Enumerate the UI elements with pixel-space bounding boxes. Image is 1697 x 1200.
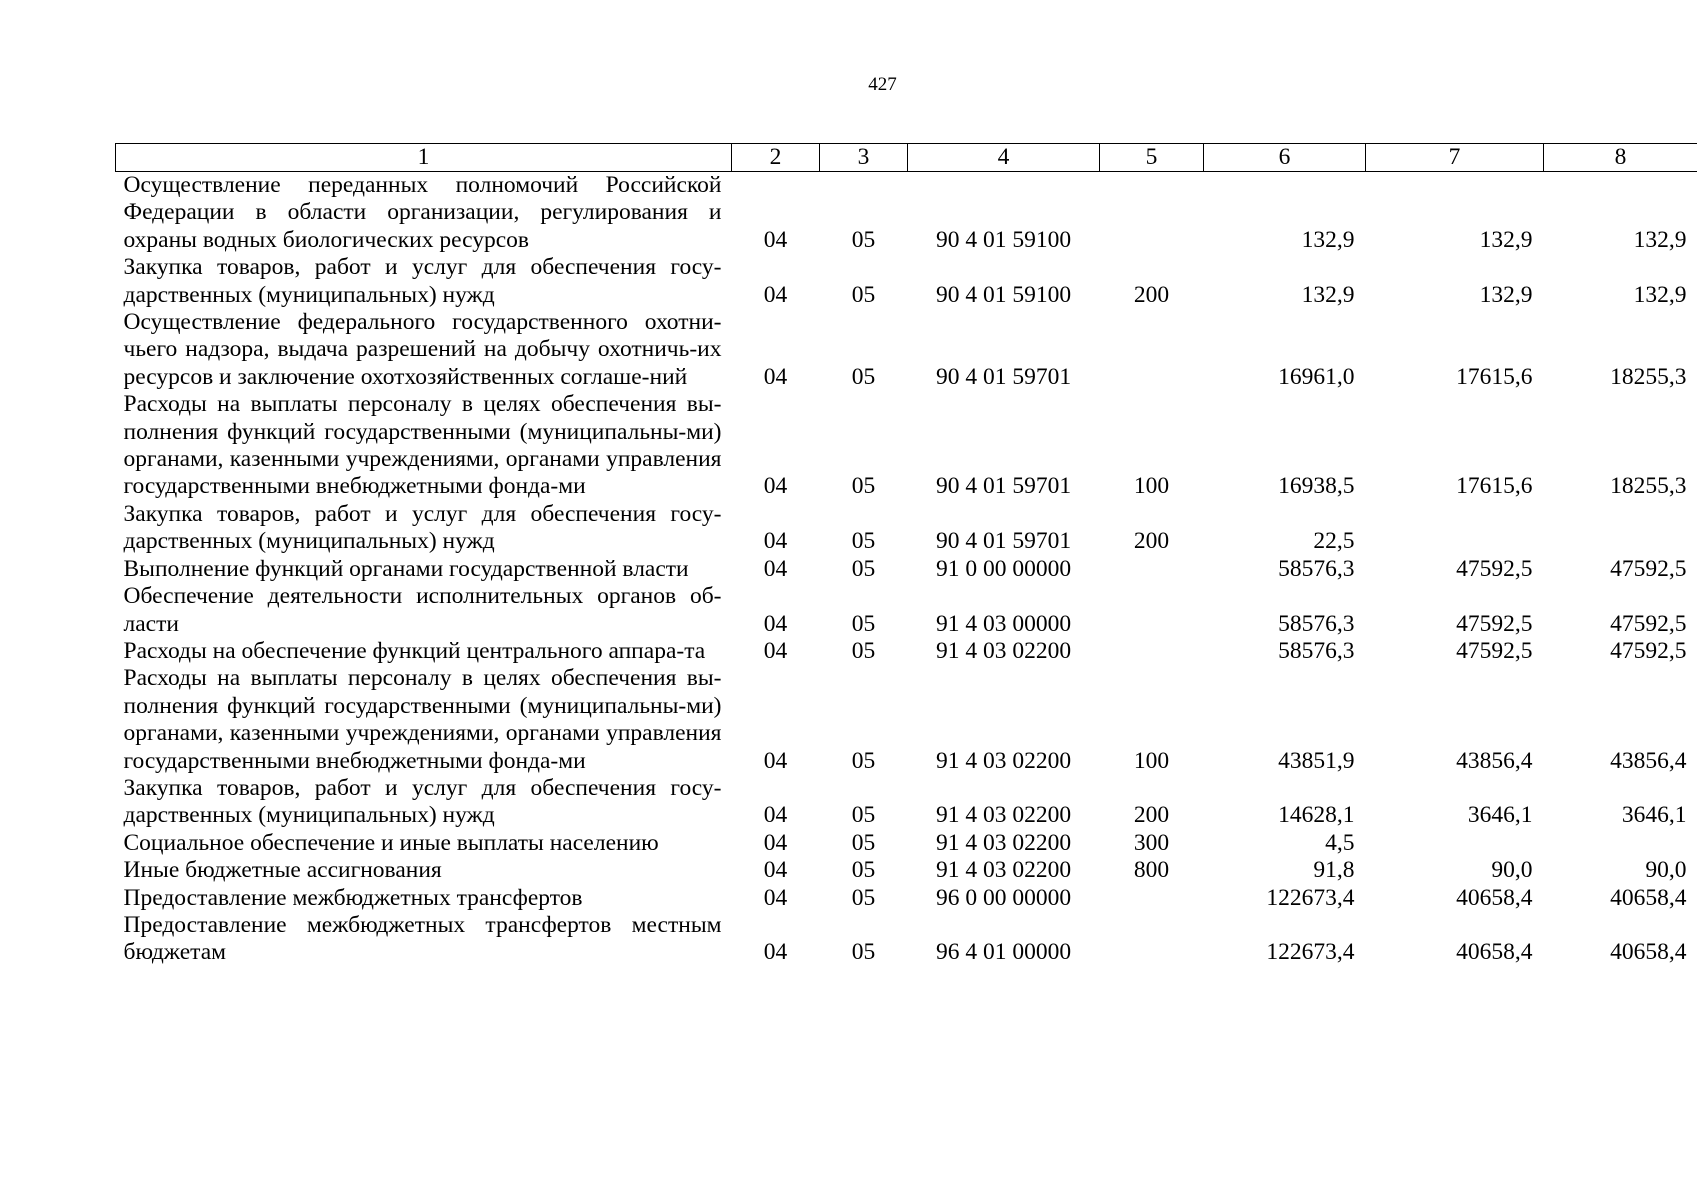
- row-subsection: 05: [851, 473, 876, 500]
- table-row: [116, 309, 1697, 391]
- row-subsection: 05: [851, 884, 876, 911]
- row-section: 04: [763, 939, 788, 966]
- row-target-article: 90 4 01 59701: [935, 473, 1072, 500]
- row-section: 04: [763, 829, 788, 856]
- header-row: [116, 144, 1697, 172]
- row-amount-col8: 132,9: [1633, 281, 1687, 308]
- header-col-4: 4: [908, 144, 1100, 172]
- row-name: Осуществление переданных полномочий Российской Федерации в области организации, регулирования и охраны водных биологических ресурсов: [123, 172, 722, 253]
- row-amount-col7: 40658,4: [1456, 939, 1533, 966]
- row-target-article: 91 4 03 02200: [935, 857, 1072, 884]
- row-section: 04: [763, 610, 788, 637]
- row-expense-type: 300: [1133, 829, 1170, 856]
- row-expense-type: 200: [1133, 802, 1170, 829]
- row-amount-col8: [1544, 830, 1697, 857]
- table-row: [116, 391, 1697, 501]
- row-subsection: 05: [851, 747, 876, 774]
- row-target-article: 96 4 01 00000: [935, 939, 1072, 966]
- row-subsection: 05: [851, 939, 876, 966]
- row-name: Предоставление межбюджетных трансфертов местным бюджетам: [123, 911, 722, 966]
- row-target-article: 90 4 01 59100: [935, 281, 1072, 308]
- row-subsection: 05: [851, 226, 876, 253]
- row-amount-col7: [1366, 501, 1544, 556]
- row-amount-col7: 90,0: [1491, 857, 1533, 884]
- row-expense-type: 200: [1133, 281, 1170, 308]
- row-name: Закупка товаров, работ и услуг для обеспечения госу-дарственных (муниципальных) нужд: [123, 774, 722, 829]
- row-expense-type: [1100, 583, 1204, 638]
- table-row: [116, 775, 1697, 830]
- row-amount-col8: [1544, 501, 1697, 556]
- row-section: 04: [763, 637, 788, 664]
- row-amount-col7: 40658,4: [1456, 884, 1533, 911]
- row-amount-col8: 40658,4: [1610, 939, 1687, 966]
- row-amount-col6: 91,8: [1313, 857, 1355, 884]
- row-amount-col6: 58576,3: [1278, 610, 1355, 637]
- row-subsection: 05: [851, 802, 876, 829]
- row-amount-col6: 58576,3: [1278, 637, 1355, 664]
- row-amount-col8: 90,0: [1645, 857, 1687, 884]
- row-amount-col7: 47592,5: [1456, 637, 1533, 664]
- budget-table: [115, 143, 1697, 967]
- header-col-8: 8: [1544, 144, 1697, 172]
- table-row: [116, 665, 1697, 775]
- row-target-article: 90 4 01 59100: [935, 226, 1072, 253]
- row-expense-type: [1100, 638, 1204, 665]
- header-col-2: 2: [732, 144, 820, 172]
- row-section: 04: [763, 528, 788, 555]
- row-amount-col6: 14628,1: [1278, 802, 1355, 829]
- row-expense-type: 100: [1133, 747, 1170, 774]
- table-row: [116, 830, 1697, 857]
- table-row: [116, 254, 1697, 309]
- row-section: 04: [763, 473, 788, 500]
- row-amount-col8: 132,9: [1633, 226, 1687, 253]
- row-target-article: 91 4 03 02200: [935, 829, 1072, 856]
- row-name: Обеспечение деятельности исполнительных органов об-ласти: [123, 583, 722, 637]
- row-name: Расходы на выплаты персоналу в целях обеспечения вы-полнения функций государственными (муниципальны-ми) органами, казенными учреждениями, органами управления государственными внебюджетными фонда-ми: [123, 665, 722, 774]
- row-target-article: 90 4 01 59701: [935, 363, 1072, 390]
- row-amount-col7: 47592,5: [1456, 610, 1533, 637]
- table-row: [116, 583, 1697, 638]
- row-amount-col6: 122673,4: [1266, 884, 1355, 911]
- row-section: 04: [763, 555, 788, 582]
- row-name: Иные бюджетные ассигнования: [123, 857, 442, 884]
- row-amount-col7: 47592,5: [1456, 555, 1533, 582]
- row-target-article: 91 4 03 02200: [935, 637, 1072, 664]
- row-amount-col6: 122673,4: [1266, 939, 1355, 966]
- row-name: Социальное обеспечение и иные выплаты населению: [123, 829, 659, 856]
- row-section: 04: [763, 747, 788, 774]
- row-amount-col7: 132,9: [1479, 226, 1533, 253]
- row-subsection: 05: [851, 528, 876, 555]
- row-amount-col6: 43851,9: [1278, 747, 1355, 774]
- row-expense-type: [1100, 912, 1204, 967]
- table-row: [116, 885, 1697, 912]
- row-amount-col8: 3646,1: [1621, 802, 1687, 829]
- row-section: 04: [763, 802, 788, 829]
- table-row: [116, 638, 1697, 665]
- row-amount-col8: 18255,3: [1610, 473, 1687, 500]
- header-col-3: 3: [820, 144, 908, 172]
- row-name: Предоставление межбюджетных трансфертов: [123, 884, 583, 911]
- row-amount-col6: 58576,3: [1278, 555, 1355, 582]
- header-col-1: 1: [116, 144, 732, 172]
- row-target-article: 91 4 03 02200: [935, 802, 1072, 829]
- row-expense-type: 100: [1133, 473, 1170, 500]
- row-amount-col7: 43856,4: [1456, 747, 1533, 774]
- row-name: Осуществление федерального государственного охотни-чьего надзора, выдача разрешений на добычу охотничь-их ресурсов и заключение охотхозяйственных соглаше-ний: [123, 309, 722, 390]
- row-expense-type: 800: [1133, 857, 1170, 884]
- row-name: Закупка товаров, работ и услуг для обеспечения госу-дарственных (муниципальных) нужд: [123, 500, 722, 555]
- row-subsection: 05: [851, 281, 876, 308]
- row-amount-col6: 4,5: [1325, 829, 1355, 856]
- row-expense-type: [1100, 172, 1204, 255]
- page-number: 427: [868, 74, 897, 95]
- header-col-5: 5: [1100, 144, 1204, 172]
- row-subsection: 05: [851, 363, 876, 390]
- row-expense-type: 200: [1133, 528, 1170, 555]
- row-target-article: 91 4 03 02200: [935, 747, 1072, 774]
- row-target-article: 91 0 00 00000: [935, 555, 1072, 582]
- row-amount-col6: 22,5: [1313, 528, 1355, 555]
- row-target-article: 91 4 03 00000: [935, 610, 1072, 637]
- row-section: 04: [763, 857, 788, 884]
- table-header: [116, 144, 1697, 172]
- row-subsection: 05: [851, 857, 876, 884]
- row-amount-col6: 16961,0: [1278, 363, 1355, 390]
- header-col-7: 7: [1366, 144, 1544, 172]
- table-body: [116, 172, 1697, 967]
- row-amount-col8: 40658,4: [1610, 884, 1687, 911]
- row-amount-col8: 47592,5: [1610, 610, 1687, 637]
- row-expense-type: [1100, 309, 1204, 391]
- row-amount-col8: 43856,4: [1610, 747, 1687, 774]
- row-amount-col6: 132,9: [1301, 226, 1355, 253]
- row-name: Расходы на обеспечение функций центрального аппара-та: [123, 637, 706, 664]
- row-subsection: 05: [851, 555, 876, 582]
- row-expense-type: [1100, 885, 1204, 912]
- row-amount-col6: 16938,5: [1278, 473, 1355, 500]
- row-amount-col8: 47592,5: [1610, 637, 1687, 664]
- row-name: Выполнение функций органами государственной власти: [123, 555, 689, 582]
- row-amount-col7: [1366, 830, 1544, 857]
- row-expense-type: [1100, 556, 1204, 583]
- row-amount-col7: 17615,6: [1456, 473, 1533, 500]
- row-amount-col7: 132,9: [1479, 281, 1533, 308]
- row-amount-col8: 18255,3: [1610, 363, 1687, 390]
- table-row: [116, 912, 1697, 967]
- row-target-article: 90 4 01 59701: [935, 528, 1072, 555]
- row-target-article: 96 0 00 00000: [935, 884, 1072, 911]
- row-amount-col7: 3646,1: [1467, 802, 1533, 829]
- table-row: [116, 172, 1697, 255]
- row-name: Расходы на выплаты персоналу в целях обеспечения вы-полнения функций государственными (муниципальны-ми) органами, казенными учреждениями, органами управления государственными внебюджетными фонда-ми: [123, 391, 722, 500]
- row-subsection: 05: [851, 637, 876, 664]
- row-subsection: 05: [851, 829, 876, 856]
- row-subsection: 05: [851, 610, 876, 637]
- table-row: [116, 857, 1697, 884]
- row-amount-col8: 47592,5: [1610, 555, 1687, 582]
- row-amount-col7: 17615,6: [1456, 363, 1533, 390]
- header-col-6: 6: [1204, 144, 1366, 172]
- table-row: [116, 556, 1697, 583]
- row-section: 04: [763, 363, 788, 390]
- row-section: 04: [763, 226, 788, 253]
- row-section: 04: [763, 281, 788, 308]
- table-row: [116, 501, 1697, 556]
- row-section: 04: [763, 884, 788, 911]
- row-name: Закупка товаров, работ и услуг для обеспечения госу-дарственных (муниципальных) нужд: [123, 254, 722, 308]
- row-amount-col6: 132,9: [1301, 281, 1355, 308]
